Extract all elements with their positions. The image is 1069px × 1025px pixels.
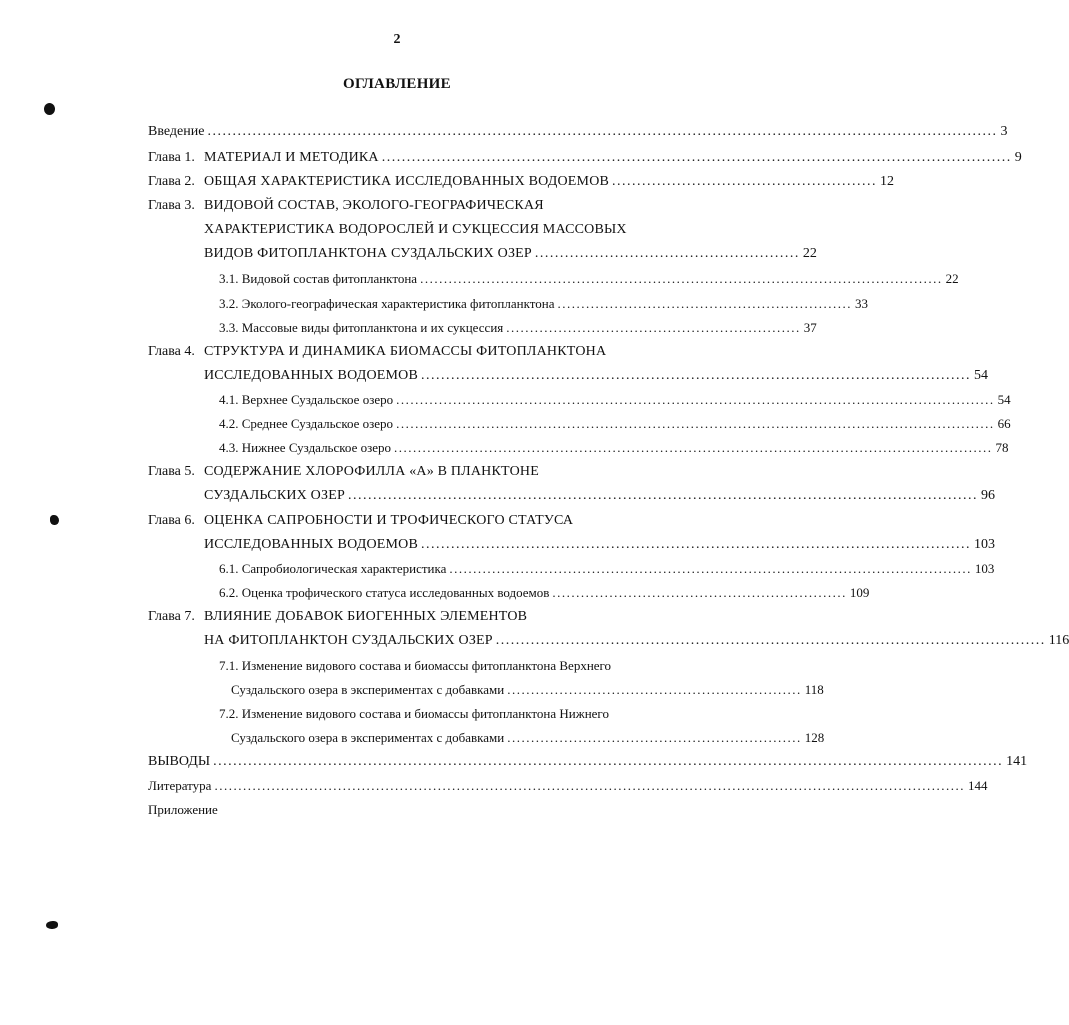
toc-entry-section-4-3[interactable] — [219, 440, 1009, 456]
toc-entry-section-6-1[interactable] — [219, 561, 995, 577]
toc-entry-text: 7.2. Изменение видового состава и биомассы фитопланктона Нижнего — [219, 706, 609, 721]
toc-entry-section-6-2[interactable] — [219, 585, 870, 601]
leader-dots: .............................................................................................................. — [495, 633, 1046, 648]
toc-entry-chapter-4[interactable] — [148, 344, 683, 360]
leader-dots: .............................................................................................................................. — [396, 416, 995, 431]
toc-entry-text: Суздальского озера в экспериментах с добавками — [231, 682, 505, 697]
chapter-label: Глава 2. — [148, 174, 195, 189]
toc-page-number: 96 — [980, 488, 995, 503]
toc-page-number: 128 — [804, 730, 825, 745]
scan-speck — [46, 921, 58, 929]
chapter-label: Глава 5. — [148, 464, 195, 479]
toc-entry-section-7-2[interactable] — [219, 706, 683, 722]
toc-entry-text: Литература — [148, 778, 212, 793]
toc-entry-continuation — [204, 633, 1069, 649]
leader-dots: .............................................................................................................................. — [396, 392, 995, 407]
toc-page-number: 37 — [803, 320, 817, 335]
toc-entry-text: 6.2. Оценка трофического статуса исследованных водоемов — [219, 585, 550, 600]
leader-dots: ..................................................... — [534, 246, 800, 261]
toc-entry-text: ИССЛЕДОВАННЫХ ВОДОЕМОВ — [204, 537, 419, 552]
toc-entry-chapter-2[interactable] — [148, 174, 895, 190]
chapter-label: Глава 3. — [148, 198, 195, 213]
toc-entry-continuation — [231, 730, 825, 746]
leader-dots: .............................................................................................................................. — [347, 488, 978, 503]
toc-entry-chapter-6[interactable] — [148, 513, 683, 529]
toc-entry-chapter-5[interactable] — [148, 464, 683, 480]
leader-dots: .............................................................................................................................................................. — [213, 754, 1004, 769]
toc-entry-text: 3.2. Эколого-географическая характеристика фитопланктона — [219, 296, 555, 311]
toc-page-number: 103 — [974, 537, 996, 552]
toc-entry-section-4-2[interactable] — [219, 416, 1011, 432]
toc-entry-text: 3.3. Массовые виды фитопланктона и их сукцессия — [219, 320, 504, 335]
leader-dots: ..................................................... — [612, 174, 878, 189]
page-number: 2 — [393, 32, 401, 47]
toc-page-number: 141 — [1006, 754, 1028, 769]
toc-entry-intro[interactable] — [148, 124, 1008, 140]
leader-dots: .............................................................................................................................................................. — [214, 778, 965, 793]
toc-page-number: 66 — [997, 416, 1011, 431]
toc-entry-text: СТРУКТУРА И ДИНАМИКА БИОМАССЫ ФИТОПЛАНКТОНА — [204, 344, 607, 359]
scan-speck — [50, 515, 59, 525]
leader-dots: .............................................................. — [557, 296, 852, 311]
toc-entry-text: 7.1. Изменение видового состава и биомассы фитопланктона Верхнего — [219, 658, 612, 673]
toc-entry-text: СУЗДАЛЬСКИХ ОЗЕР — [204, 488, 345, 503]
toc-entry-chapter-7[interactable] — [148, 609, 683, 625]
toc-entry-text: 4.3. Нижнее Суздальское озеро — [219, 440, 391, 455]
leader-dots: .............................................................................................................. — [449, 561, 972, 576]
toc-entry-section-3-3[interactable] — [219, 320, 817, 336]
scan-speck — [44, 103, 55, 115]
toc-entry-continuation — [204, 488, 995, 504]
toc-entry-literature[interactable] — [148, 778, 988, 794]
chapter-label: Глава 1. — [148, 150, 195, 165]
toc-entry-appendix[interactable] — [148, 802, 218, 818]
leader-dots: .............................................................................................................. — [420, 271, 943, 286]
page-title: ОГЛАВЛЕНИЕ — [343, 76, 451, 92]
toc-entry-text: Приложение — [148, 802, 218, 817]
toc-entry-conclusions[interactable] — [148, 754, 1028, 770]
toc-entry-section-3-1[interactable] — [219, 271, 959, 287]
toc-entry-text: ВЫВОДЫ — [148, 754, 211, 769]
toc-entry-text: Суздальского озера в экспериментах с добавками — [231, 730, 505, 745]
toc-entry-section-3-2[interactable] — [219, 296, 868, 312]
leader-dots: .............................................................................................................................................................. — [207, 124, 998, 139]
leader-dots: .............................................................................................................................. — [381, 150, 1012, 165]
toc-entry-chapter-1[interactable] — [148, 150, 1022, 166]
leader-dots: .............................................................................................................................. — [394, 440, 993, 455]
toc-entry-text: СОДЕРЖАНИЕ ХЛОРОФИЛЛА «А» В ПЛАНКТОНЕ — [204, 464, 539, 479]
toc-entry-text: ВЛИЯНИЕ ДОБАВОК БИОГЕННЫХ ЭЛЕМЕНТОВ — [204, 609, 528, 624]
toc-entry-section-7-1[interactable] — [219, 658, 683, 674]
toc-entry-text: Введение — [148, 124, 205, 139]
toc-entry-text: 4.2. Среднее Суздальское озеро — [219, 416, 394, 431]
toc-page-number: 22 — [802, 246, 817, 261]
toc-entry-section-4-1[interactable] — [219, 392, 1011, 408]
toc-page-number: 116 — [1048, 633, 1069, 648]
leader-dots: .............................................................. — [507, 682, 802, 697]
toc-entry-text: ВИДОВОЙ СОСТАВ, ЭКОЛОГО-ГЕОГРАФИЧЕСКАЯ — [204, 198, 544, 213]
toc-entry-text: 4.1. Верхнее Суздальское озеро — [219, 392, 394, 407]
toc-page-number: 103 — [974, 561, 995, 576]
toc-page-number: 54 — [997, 392, 1011, 407]
toc-entry-continuation — [204, 246, 817, 262]
chapter-label: Глава 7. — [148, 609, 195, 624]
chapter-label: Глава 6. — [148, 513, 195, 528]
leader-dots: .............................................................. — [506, 320, 801, 335]
toc-entry-continuation — [204, 537, 996, 553]
toc-entry-text: НА ФИТОПЛАНКТОН СУЗДАЛЬСКИХ ОЗЕР — [204, 633, 493, 648]
toc-entry-text: ВИДОВ ФИТОПЛАНКТОНА СУЗДАЛЬСКИХ ОЗЕР — [204, 246, 532, 261]
toc-page-number: 12 — [880, 174, 895, 189]
toc-entry-text: 6.1. Сапробиологическая характеристика — [219, 561, 447, 576]
chapter-label: Глава 4. — [148, 344, 195, 359]
toc-page-number: 3 — [1000, 124, 1008, 139]
toc-entry-text: 3.1. Видовой состав фитопланктона — [219, 271, 418, 286]
toc-page-number: 9 — [1014, 150, 1022, 165]
toc-entry-continuation — [231, 682, 824, 698]
leader-dots: .............................................................. — [507, 730, 802, 745]
toc-page-number: 118 — [804, 682, 824, 697]
toc-entry-text: ОЦЕНКА САПРОБНОСТИ И ТРОФИЧЕСКОГО СТАТУСА — [204, 513, 574, 528]
toc-page-number: 22 — [945, 271, 959, 286]
toc-entry-text: МАТЕРИАЛ И МЕТОДИКА — [204, 150, 379, 165]
leader-dots: .............................................................. — [552, 585, 847, 600]
toc-entry-text: ОБЩАЯ ХАРАКТЕРИСТИКА ИССЛЕДОВАННЫХ ВОДОЕМОВ — [204, 174, 610, 189]
leader-dots: .............................................................................................................. — [421, 368, 972, 383]
toc-entry-text: ХАРАКТЕРИСТИКА ВОДОРОСЛЕЙ И СУКЦЕССИЯ МАССОВЫХ — [204, 222, 627, 237]
toc-page-number: 54 — [974, 368, 989, 383]
toc-entry-text: ИССЛЕДОВАННЫХ ВОДОЕМОВ — [204, 368, 419, 383]
toc-page-number: 109 — [849, 585, 870, 600]
toc-page-number: 33 — [855, 296, 868, 311]
toc-entry-chapter-3[interactable] — [148, 198, 683, 214]
toc-entry-continuation — [204, 368, 989, 384]
toc-page-number: 78 — [995, 440, 1009, 455]
toc-entry-continuation — [204, 222, 683, 238]
leader-dots: .............................................................................................................. — [421, 537, 972, 552]
toc-page-number: 144 — [967, 778, 988, 793]
